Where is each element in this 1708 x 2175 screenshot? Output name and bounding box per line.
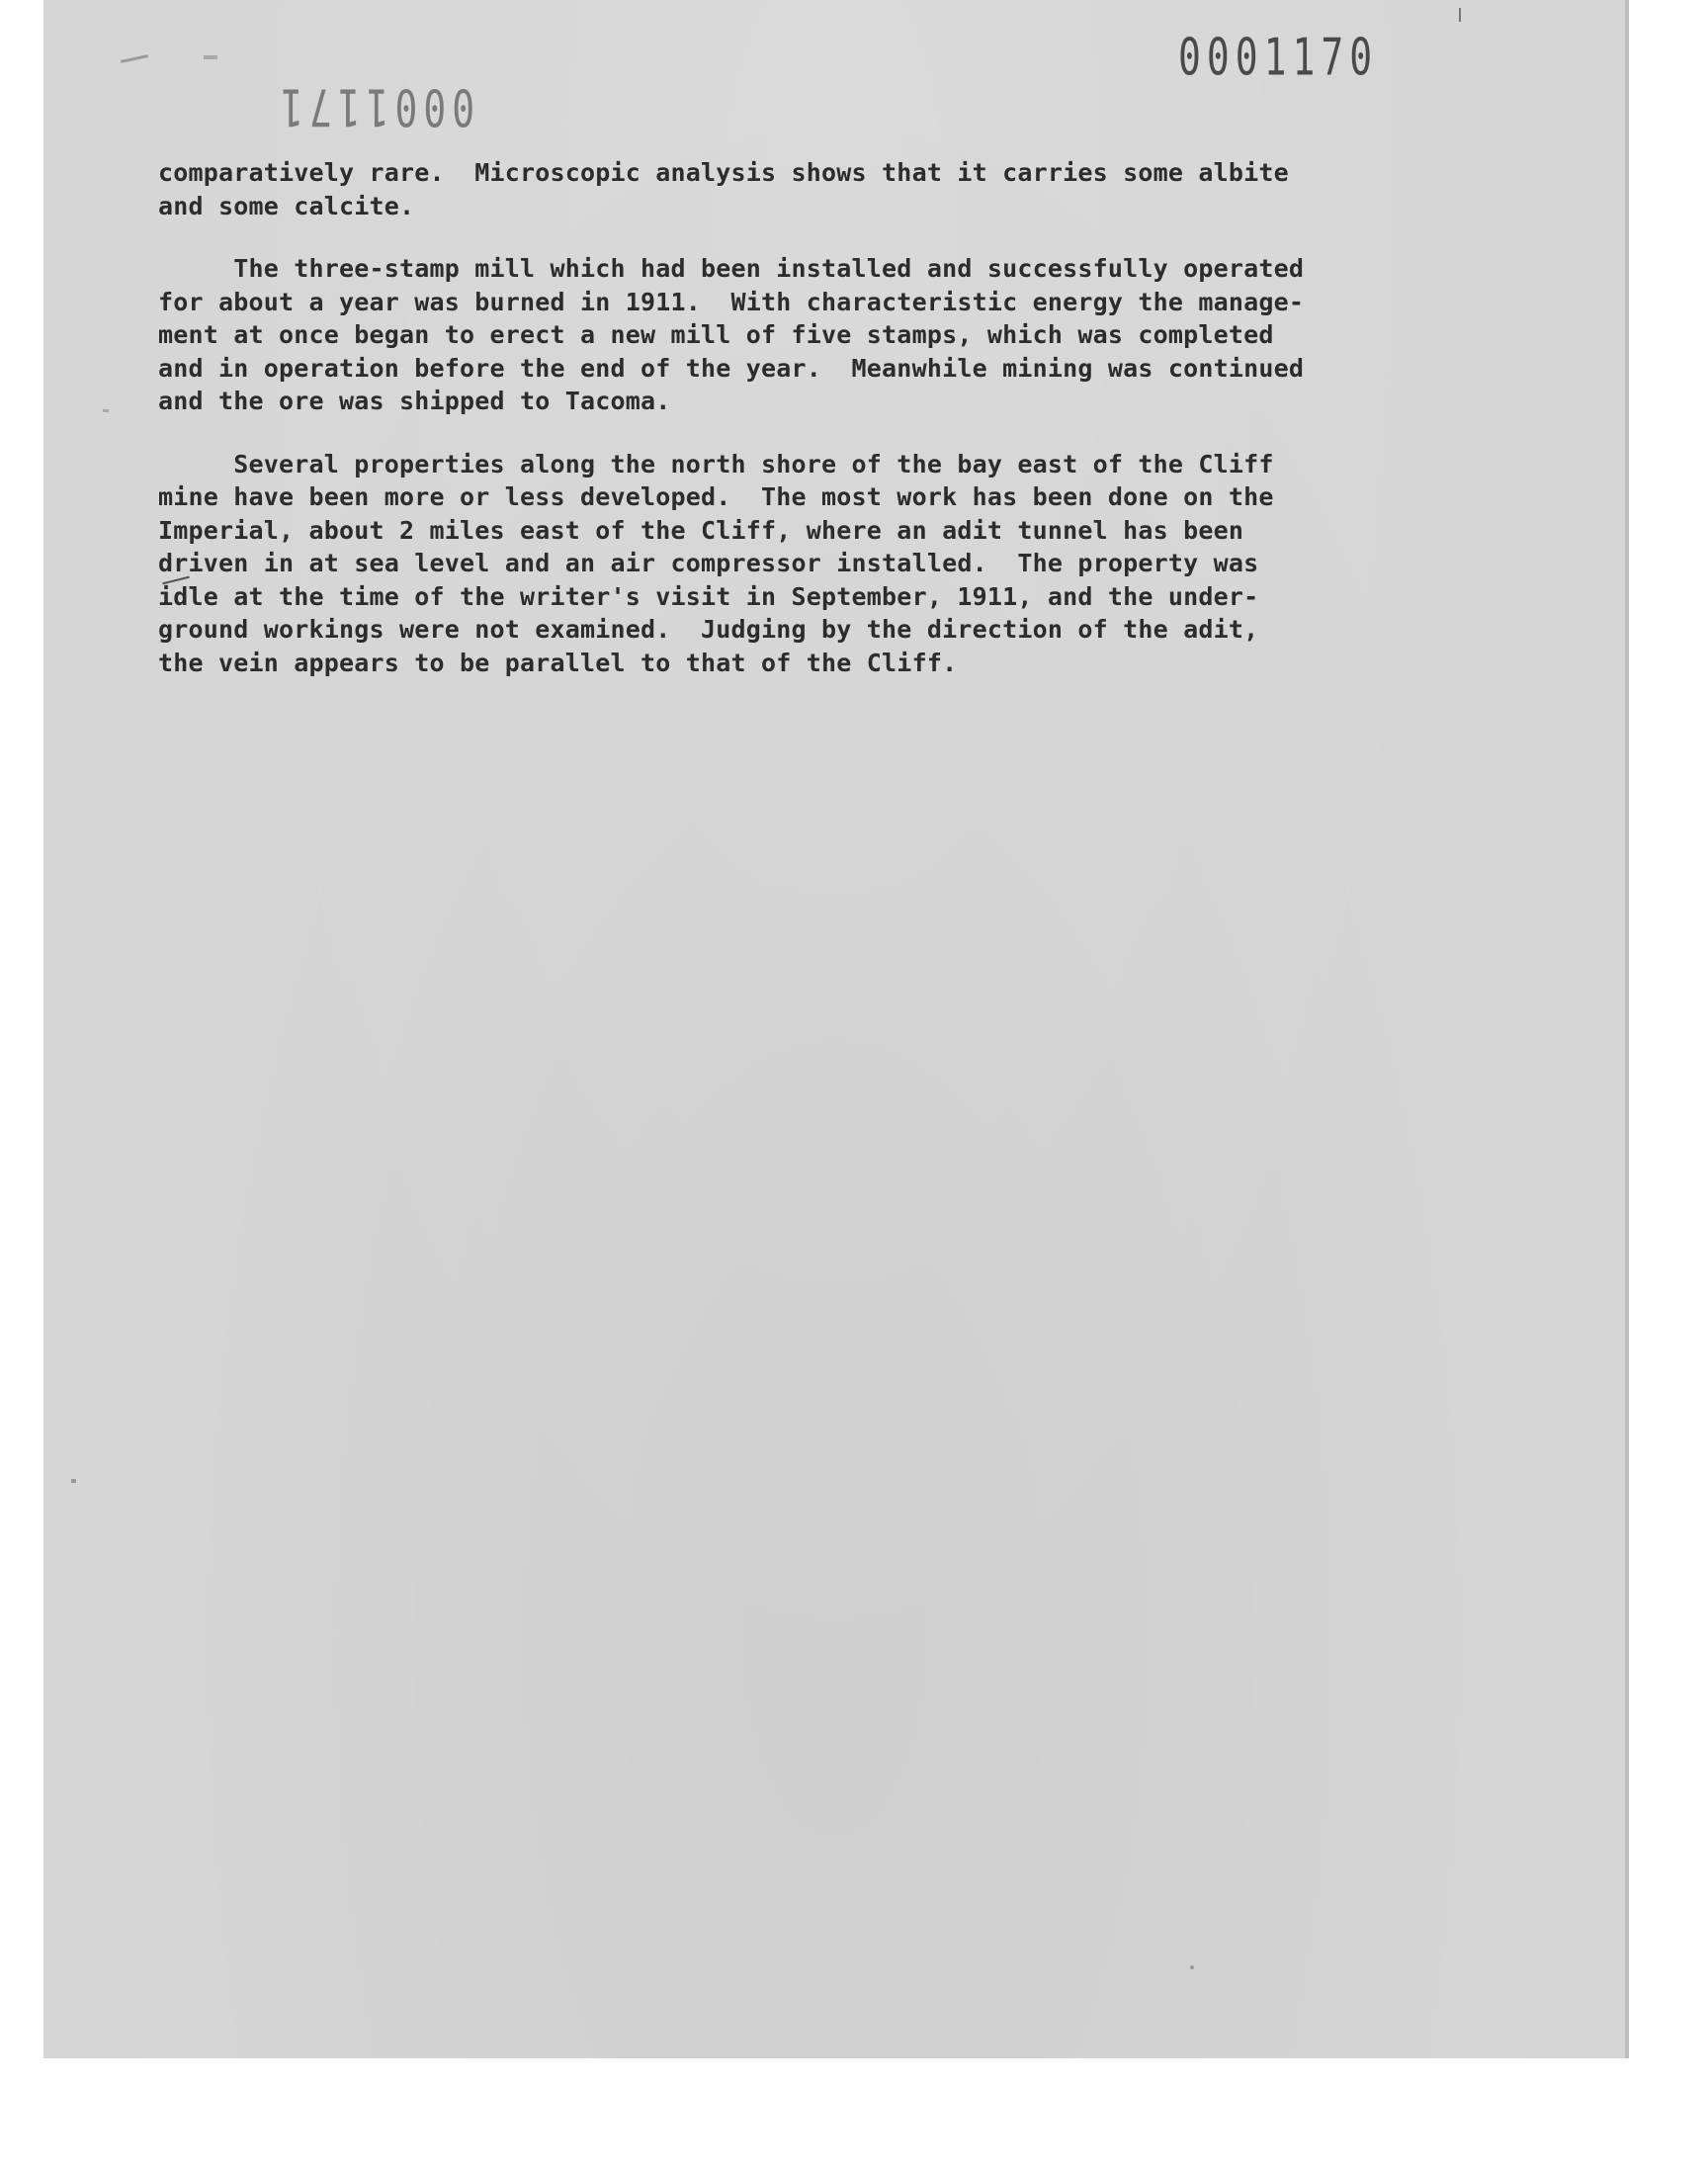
- scan-speck: [1190, 1965, 1194, 1969]
- paragraph: [158, 156, 1473, 222]
- text-line: and some calcite.: [158, 191, 415, 220]
- bleed-through-text: [637, 1708, 1487, 1817]
- text-line: Imperial, about 2 miles east of the Cliff, where an adit tunnel has been: [158, 515, 1244, 545]
- scan-speck: [204, 55, 217, 59]
- text-line: comparatively rare. Microscopic analysis shows that it carries some albite: [158, 158, 1289, 187]
- text-line: mine have been more or less developed. The most work has been done on the: [158, 482, 1274, 511]
- text-line: and in operation before the end of the year. Meanwhile mining was continued: [158, 353, 1305, 383]
- text-line: for about a year was burned in 1911. With characteristic energy the manage-: [158, 287, 1305, 316]
- text-line: driven in at sea level and an air compressor installed. The property was: [158, 549, 1259, 577]
- text-line: ment at once began to erect a new mill of five stamps, which was completed: [158, 320, 1274, 349]
- paragraph: [158, 448, 1473, 680]
- scan-speck: [103, 409, 109, 412]
- document-number-stamp: 0001170: [1178, 28, 1379, 87]
- text-line: idle at the time of the writer's visit in September, 1911, and the under-: [158, 581, 1259, 611]
- typed-body-text: [158, 156, 1473, 709]
- corner-mark: [1459, 8, 1461, 22]
- text-line: and the ore was shipped to Tacoma.: [158, 387, 671, 415]
- text-line: ground workings were not examined. Judging by the direction of the adit,: [158, 615, 1259, 644]
- paragraph: [158, 252, 1473, 418]
- text-line: Several properties along the north shore of the bay east of the Cliff: [158, 449, 1274, 478]
- scan-speck: [71, 1479, 76, 1483]
- document-number-stamp-inverted: 0001171: [275, 77, 475, 136]
- page-edge-shadow: [1625, 0, 1629, 2058]
- text-line: the vein appears to be parallel to that of the Cliff.: [158, 648, 958, 677]
- text-line: The three-stamp mill which had been installed and successfully operated: [158, 254, 1305, 283]
